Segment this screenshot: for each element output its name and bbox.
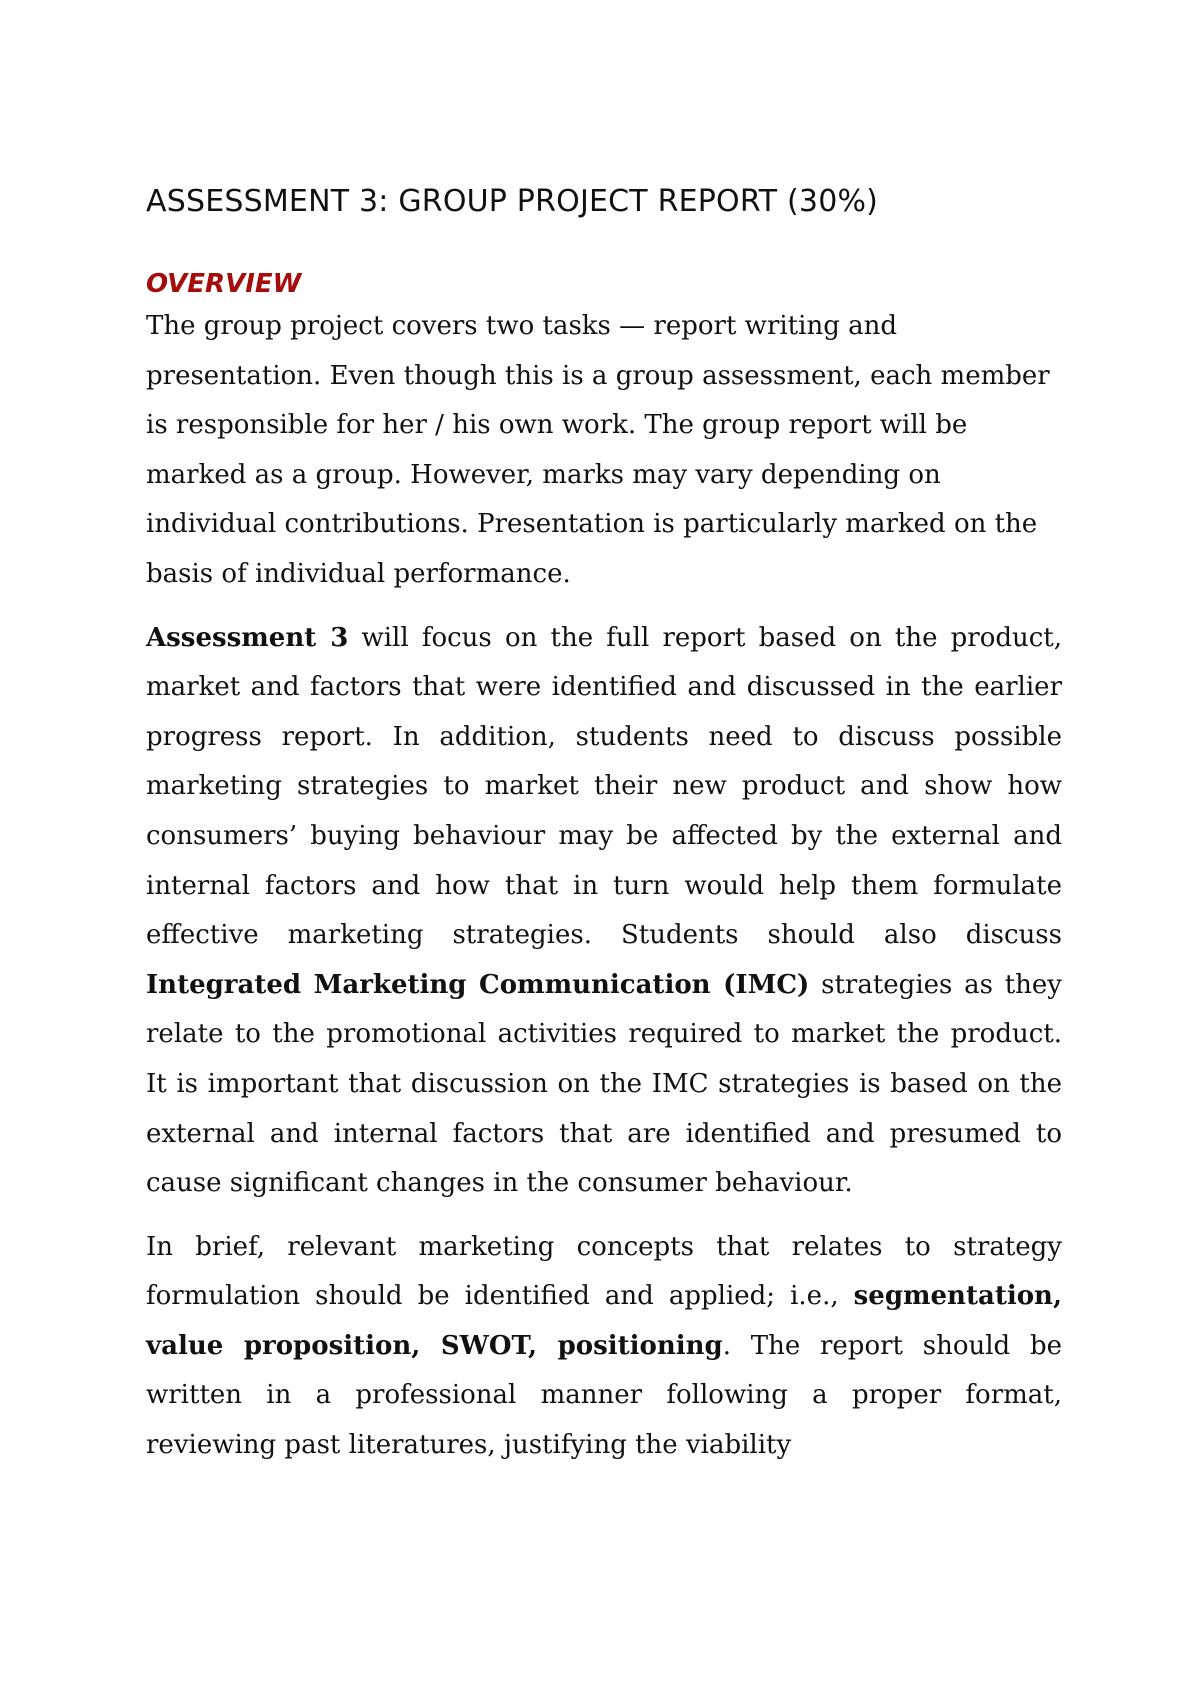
overview-heading: OVERVIEW: [146, 269, 302, 299]
page-title: ASSESSMENT 3: GROUP PROJECT REPORT (30%): [146, 184, 879, 219]
brief-text-b: . The report should be written in a professional manner following a proper format, reviewing past literatures, justifying the viability: [146, 1330, 1063, 1461]
concepts-bold-list: segmentation, value proposition, SWOT, positioning: [146, 1281, 1062, 1361]
assessment-bold-lead: Assessment 3: [146, 622, 349, 653]
imc-bold-term: Integrated Marketing Communication (IMC): [146, 969, 810, 1000]
assessment-text-b: strategies as they relate to the promotional activities required to market the product. It is important that discussion on the IMC strategies is based on the external and internal factors that are identified and presumed to cause significant changes in the consumer behaviour.: [146, 969, 1062, 1199]
assessment-paragraph: [146, 614, 1062, 1209]
brief-text-a: In brief, relevant marketing concepts that relates to strategy formulation should be identified and applied; i.e.,: [146, 1231, 1062, 1312]
brief-paragraph: [146, 1223, 1062, 1471]
overview-paragraph: The group project covers two tasks — report writing and presentation. Even though this is a group assessment, each member is responsible for her / his own work. The group report will be marked as a group. However, marks may vary depending on individual contributions. Presentation is particularly marked on the basis of individual performance.: [146, 311, 1050, 589]
assessment-text-a: will focus on the full report based on the product, market and factors that were identified and discussed in the earlier progress report. In addition, students need to discuss possible marketing strategies to market their new product and show how consumers’ buying behaviour may be affected by the external and internal factors and how that in turn would help them formulate effective marketing strategies. Students should also discuss: [146, 622, 1063, 951]
document-content: [146, 180, 1062, 1471]
